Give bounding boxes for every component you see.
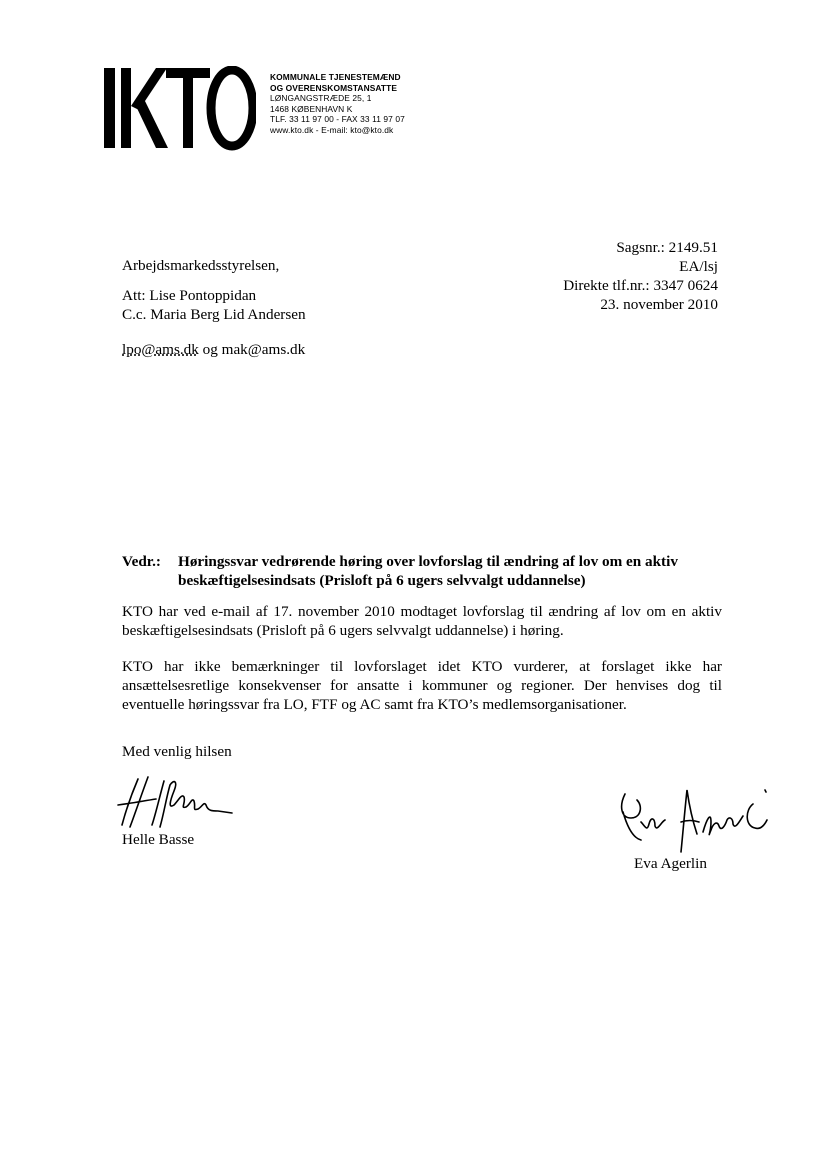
- cc-line: C.c. Maria Berg Lid Andersen: [122, 306, 306, 323]
- subject-text: Høringssvar vedrørende høring over lovforslag til ændring af lov om en aktiv beskæftigelsesindsats (Prisloft på 6 ugers selvvalgt uddannelse): [178, 553, 678, 589]
- attention-line: Att: Lise Pontoppidan: [122, 287, 257, 304]
- recipient-emails: [122, 340, 305, 359]
- org-name-line1: KOMMUNALE TJENESTEMÆND: [270, 72, 401, 82]
- email-link-lpo[interactable]: lpo@ams.dk: [122, 341, 199, 358]
- kto-logo: [104, 66, 256, 152]
- closing-greeting: Med venlig hilsen: [122, 743, 232, 760]
- org-city: 1468 KØBENHAVN K: [270, 103, 353, 114]
- initials: EA/lsj: [679, 258, 718, 275]
- subject-block: [122, 552, 722, 590]
- letter-date: 23. november 2010: [600, 296, 718, 313]
- paragraph-2: KTO har ikke bemærkninger til lovforslaget idet KTO vurderer, at forslaget ikke har ansættelsesretlige konsekvenser for ansatte i kommuner og regioner. Der henvises dog til eventuelle høringssvar fra LO, FTF og AC samt fra KTO’s medlemsorganisationer.: [122, 658, 722, 713]
- signatory-name-1: Helle Basse: [122, 831, 195, 848]
- email-join: og mak@ams.dk: [202, 341, 306, 358]
- signature-eva-agerlin: [615, 782, 775, 854]
- subject-label: Vedr.:: [122, 553, 161, 570]
- org-phone: TLF. 33 11 97 00 - FAX 33 11 97 07: [270, 114, 405, 125]
- paragraph-1: KTO har ved e-mail af 17. november 2010 modtaget lovforslag til ændring af lov om en aktiv beskæftigelsesindsats (Prisloft på 6 ugers selvvalgt uddannelse) i høring.: [122, 603, 722, 639]
- signature-helle-basse: [108, 775, 233, 833]
- org-name-line2: OG OVERENSKOMSTANSATTE: [270, 82, 398, 93]
- reference-block: [563, 238, 718, 314]
- recipient-attention: [122, 286, 306, 324]
- direct-phone: Direkte tlf.nr.: 3347 0624: [563, 277, 718, 294]
- case-number: Sagsnr.: 2149.51: [616, 239, 718, 256]
- signatory-name-2: Eva Agerlin: [634, 855, 707, 872]
- organization-header: [270, 72, 405, 136]
- org-address: LØNGANGSTRÆDE 25, 1: [270, 93, 372, 104]
- org-web: www.kto.dk - E-mail: kto@kto.dk: [270, 124, 394, 135]
- recipient-name: Arbejdsmarkedsstyrelsen,: [122, 257, 280, 274]
